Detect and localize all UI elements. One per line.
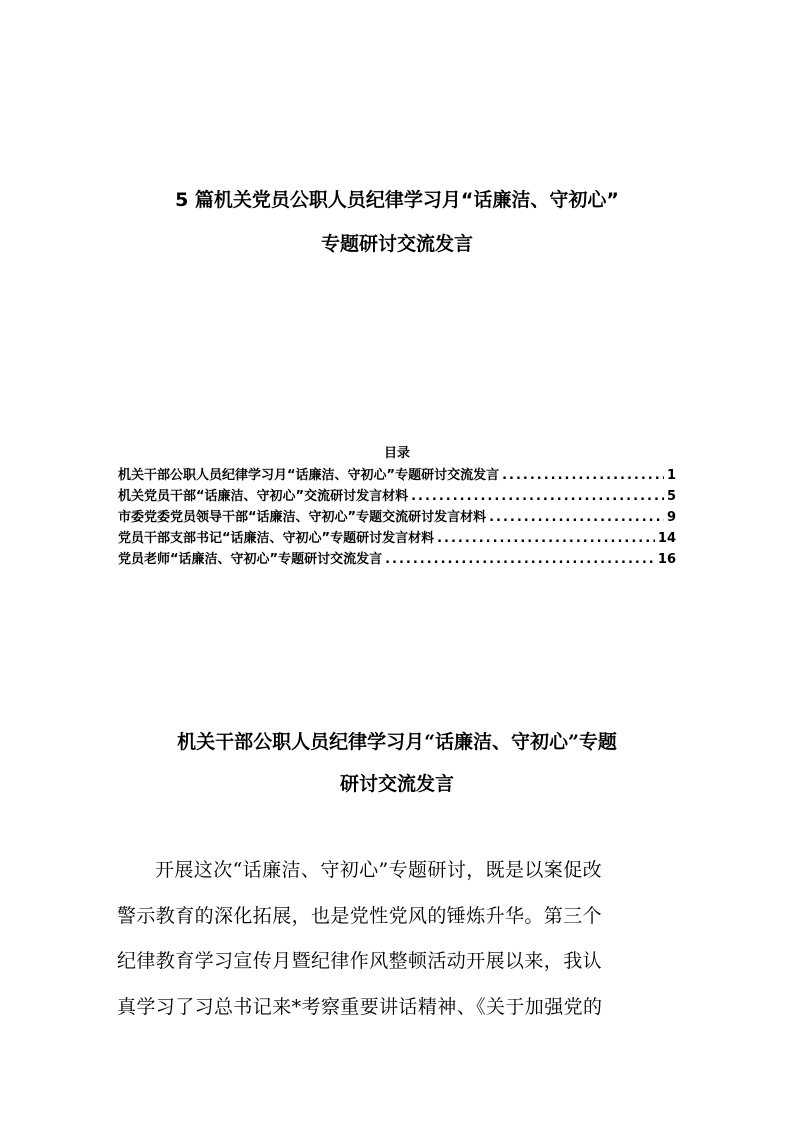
toc-leader-dots: [411, 486, 664, 507]
toc-entry[interactable]: [118, 528, 676, 549]
toc-leader-dots: [437, 528, 655, 549]
toc-entry[interactable]: [118, 486, 676, 507]
section-title-line-2: 研讨交流发言: [339, 773, 454, 795]
toc-entry[interactable]: [118, 507, 676, 528]
body-line: 纪律教育学习宣传月暨纪律作风整顿活动开展以来，我认: [117, 950, 603, 972]
body-line: 真学习了习总书记来*考察重要讲话精神、《关于加强党的: [117, 995, 603, 1018]
toc-entry-page: 16: [657, 552, 676, 567]
toc-entry-text: 党员老师“话廉洁、守初心”专题研讨交流发言: [118, 552, 383, 567]
toc-entry-page: 5: [666, 489, 676, 504]
toc-list: [118, 465, 676, 570]
toc-entry[interactable]: [118, 465, 676, 486]
toc-entry-page: 1: [666, 468, 676, 483]
section-title-line-1: 机关干部公职人员纪律学习月“话廉洁、守初心”专题: [177, 731, 617, 753]
section-body-paragraph: [117, 848, 677, 1030]
table-of-contents: [118, 445, 676, 570]
toc-entry-text: 机关党员干部“话廉洁、守初心”交流研讨发言材料: [118, 489, 409, 504]
document-title-line-2: 专题研讨交流发言: [320, 233, 473, 255]
toc-leader-dots: [489, 507, 664, 528]
body-line: 开展这次“话廉洁、守初心”专题研讨，既是以案促改: [155, 859, 603, 881]
toc-entry-page: 14: [657, 531, 676, 546]
toc-entry-text: 市委党委党员领导干部“话廉洁、守初心”专题交流研讨发言材料: [118, 510, 487, 525]
document-title-line-1: 5 篇机关党员公职人员纪律学习月“话廉洁、守初心”: [175, 189, 619, 211]
body-line: 警示教育的深化拓展，也是党性党风的锤炼升华。第三个: [117, 904, 603, 927]
toc-leader-dots: [502, 465, 664, 486]
toc-entry[interactable]: [118, 549, 676, 570]
toc-heading: 目录: [383, 446, 410, 461]
toc-entry-text: 机关干部公职人员纪律学习月“话廉洁、守初心”专题研讨交流发言: [118, 468, 500, 483]
toc-entry-page: 9: [666, 510, 676, 525]
toc-leader-dots: [385, 549, 655, 570]
toc-entry-text: 党员干部支部书记“话廉洁、守初心”专题研讨发言材料: [118, 531, 435, 546]
